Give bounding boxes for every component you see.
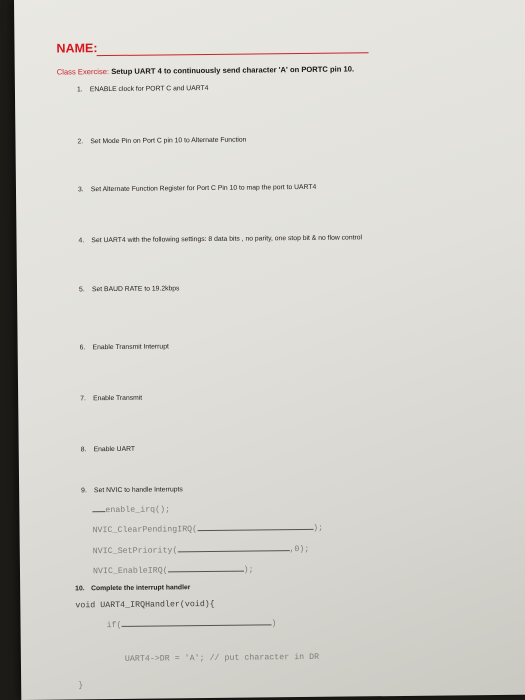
name-blank-line[interactable] (97, 52, 369, 56)
set-priority-line (93, 543, 310, 556)
enable-irq-blank[interactable] (92, 504, 105, 512)
step-1 (77, 85, 209, 93)
if-open: if( (106, 620, 122, 631)
step-text: Complete the interrupt handler (91, 584, 191, 593)
set-priority-end: ,0); (289, 544, 310, 555)
step-text: ENABLE clock for PORT C and UART4 (89, 84, 209, 94)
step-text: Enable UART (93, 445, 136, 454)
step-number: 7. (80, 395, 86, 403)
enable-irq-code: enable_irq(); (105, 505, 171, 516)
handler-close-brace: } (78, 681, 84, 691)
enable-irq-line (92, 503, 170, 515)
step-10 (75, 584, 190, 592)
step-number: 8. (80, 446, 87, 454)
if-close: ) (271, 619, 277, 629)
step-number: 5. (79, 286, 85, 294)
clear-pending-code: NVIC_ClearPendingIRQ( (92, 525, 198, 536)
step-2 (77, 137, 246, 146)
class-exercise-label: Class Exercise: (56, 67, 110, 77)
class-exercise-title: Setup UART 4 to continuously send character 'A' on PORTC pin 10. (111, 64, 355, 76)
step-text: Set BAUD RATE to 19.2kbps (91, 285, 180, 294)
step-number: 9. (81, 487, 87, 495)
handler-signature: void UART4_IRQHandler(void){ (75, 599, 215, 611)
step-number: 2. (77, 138, 84, 146)
set-priority-code: NVIC_SetPriority( (92, 546, 178, 557)
step-text: Set Mode Pin on Port C pin 10 to Alternate Function (90, 136, 247, 146)
step-number: 10. (75, 585, 85, 593)
step-number: 4. (78, 237, 85, 245)
step-text: Set Alternate Function Register for Port C Pin 10 to map the port to UART4 (90, 183, 317, 194)
clear-pending-end: ); (313, 523, 324, 533)
step-8 (81, 446, 135, 454)
step-text: Enable Transmit (93, 394, 143, 403)
clear-pending-line (92, 522, 323, 535)
enable-irq-fn-end: ); (243, 565, 254, 575)
step-text: Set UART4 with the following settings: 8 data bits , no parity, one stop bit & no flow control (91, 234, 363, 245)
step-7 (80, 395, 142, 403)
step-9 (81, 486, 183, 494)
step-number: 1. (76, 86, 83, 94)
worksheet-page (14, 0, 525, 700)
step-5 (79, 285, 179, 293)
step-text: Set NVIC to handle Interrupts (93, 486, 183, 495)
if-condition-blank[interactable] (121, 617, 271, 627)
step-number: 3. (77, 186, 84, 194)
step-6 (80, 343, 169, 351)
set-priority-blank[interactable] (177, 543, 289, 552)
step-3 (78, 184, 316, 193)
step-4 (78, 234, 362, 244)
step-text: Enable Transmit Interrupt (92, 343, 169, 352)
name-label: NAME: (56, 41, 98, 56)
enable-irq-fn-code: NVIC_EnableIRQ( (92, 566, 168, 577)
clear-pending-blank[interactable] (197, 522, 313, 531)
class-exercise-heading (57, 64, 354, 76)
enable-irq-fn-blank[interactable] (168, 564, 244, 573)
if-line (106, 617, 276, 630)
handler-body: UART4->DR = 'A'; // put character in DR (124, 652, 320, 664)
enable-irq-fn-line (93, 564, 254, 577)
step-number: 6. (79, 344, 86, 352)
